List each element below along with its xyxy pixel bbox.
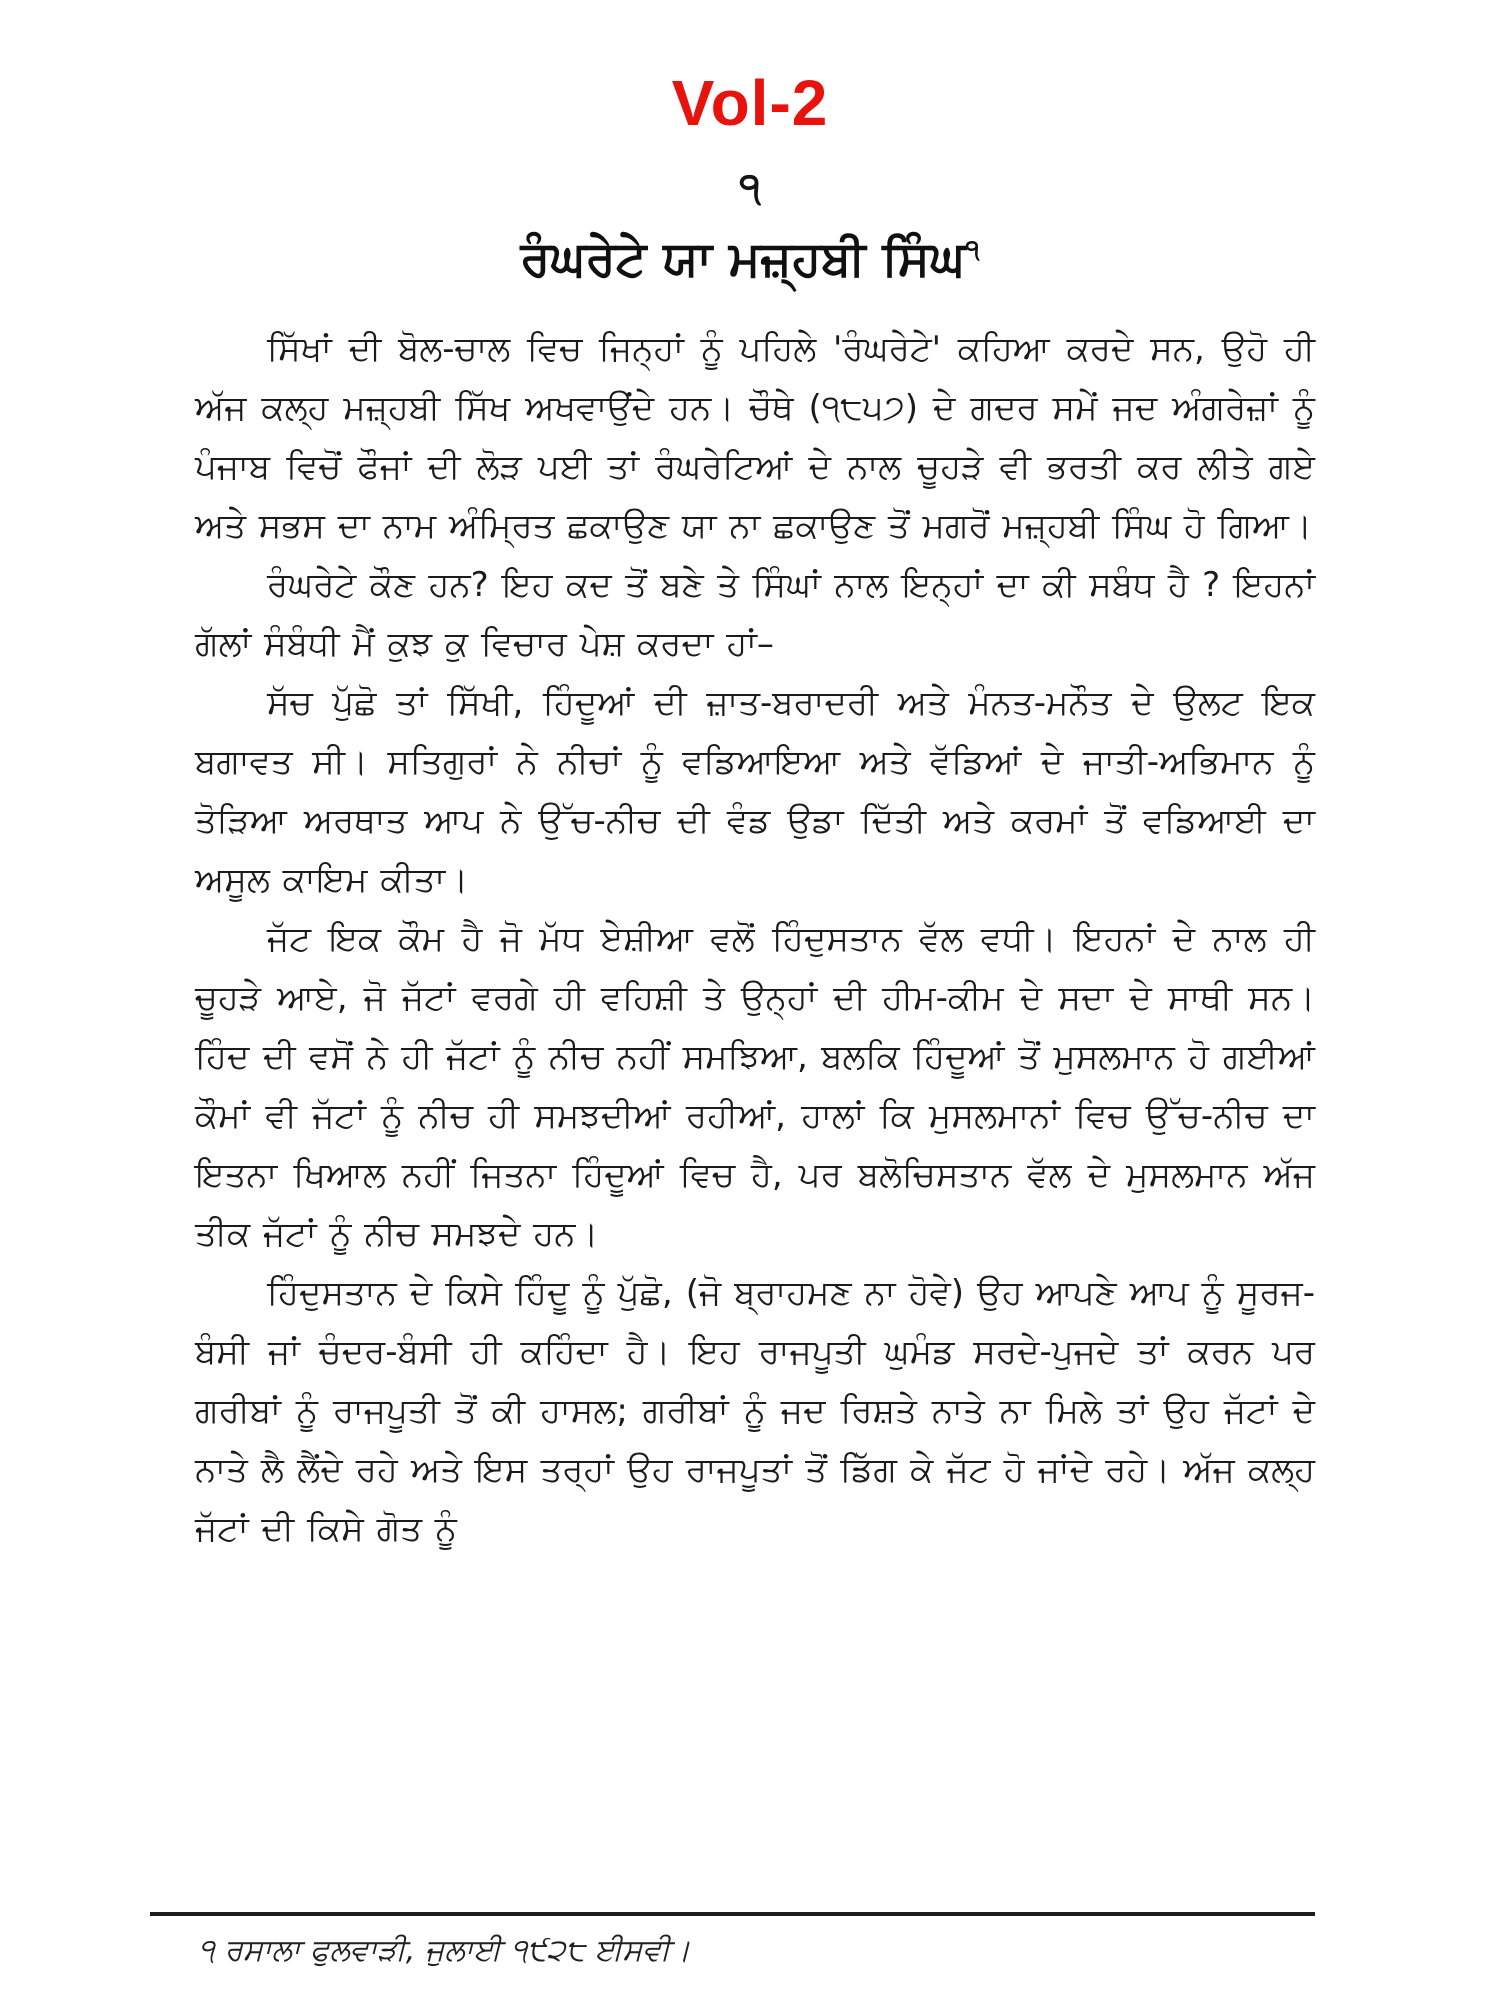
footnote — [150, 1930, 1315, 1972]
chapter-heading — [0, 232, 1500, 287]
paragraph: ਹਿੰਦੁਸਤਾਨ ਦੇ ਕਿਸੇ ਹਿੰਦੂ ਨੂੰ ਪੁੱਛੋ, (ਜੋ ਬ੍ਰਾਹਮਣ ਨਾ ਹੋਵੇ) ਉਹ ਆਪਣੇ ਆਪ ਨੂੰ ਸੂਰਜ-ਬੰਸੀ ਜਾਂ ਚੰਦਰ-ਬੰਸੀ ਹੀ ਕਹਿੰਦਾ ਹੈ। ਇਹ ਰਾਜਪੂਤੀ ਘੁਮੰਡ ਸਰਦੇ-ਪੁਜਦੇ ਤਾਂ ਕਰਨ ਪਰ ਗਰੀਬਾਂ ਨੂੰ ਰਾਜਪੂਤੀ ਤੋਂ ਕੀ ਹਾਸਲ; ਗਰੀਬਾਂ ਨੂੰ ਜਦ ਰਿਸ਼ਤੇ ਨਾਤੇ ਨਾ ਮਿਲੇ ਤਾਂ ਉਹ ਜੱਟਾਂ ਦੇ ਨਾਤੇ ਲੈ ਲੈਂਦੇ ਰਹੇ ਅਤੇ ਇਸ ਤਰ੍ਹਾਂ ਉਹ ਰਾਜਪੂਤਾਂ ਤੋਂ ਡਿੱਗ ਕੇ ਜੱਟ ਹੋ ਜਾਂਦੇ ਰਹੇ। ਅੱਜ ਕਲ੍ਹ ਜੱਟਾਂ ਦੀ ਕਿਸੇ ਗੋਤ ਨੂੰ — [195, 1272, 1315, 1549]
footnote-block — [150, 1912, 1315, 1972]
volume-label: Vol-2 — [671, 67, 829, 139]
footnote-text: ਰਸਾਲਾ ਫੁਲਵਾੜੀ, ਜੁਲਾਈ ੧੯੨੮ ਈਸਵੀ। — [224, 1933, 691, 1968]
chapter-heading-text: ਰੰਘਰੇਟੇ ਯਾ ਮਜ਼੍ਹਬੀ ਸਿੰਘ — [520, 231, 966, 288]
paragraph: ਰੰਘਰੇਟੇ ਕੌਣ ਹਨ? ਇਹ ਕਦ ਤੋਂ ਬਣੇ ਤੇ ਸਿੰਘਾਂ ਨਾਲ ਇਨ੍ਹਾਂ ਦਾ ਕੀ ਸਬੰਧ ਹੈ ? ਇਹਨਾਂ ਗੱਲਾਂ ਸੰਬੰਧੀ ਮੈਂ ਕੁਝ ਕੁ ਵਿਚਾਰ ਪੇਸ਼ ਕਰਦਾ ਹਾਂ– — [195, 564, 1315, 664]
footnote-divider — [150, 1912, 1315, 1916]
chapter-number: ੧ — [739, 165, 761, 212]
paragraph: ਸਿੱਖਾਂ ਦੀ ਬੋਲ-ਚਾਲ ਵਿਚ ਜਿਨ੍ਹਾਂ ਨੂੰ ਪਹਿਲੇ 'ਰੰਘਰੇਟੇ' ਕਹਿਆ ਕਰਦੇ ਸਨ, ਉਹੋ ਹੀ ਅੱਜ ਕਲ੍ਹ ਮਜ਼੍ਹਬੀ ਸਿੱਖ ਅਖਵਾਉਂਦੇ ਹਨ। ਚੌਥੇ (੧੮੫੭) ਦੇ ਗਦਰ ਸਮੇਂ ਜਦ ਅੰਗਰੇਜ਼ਾਂ ਨੂੰ ਪੰਜਾਬ ਵਿਚੋਂ ਫੌਜਾਂ ਦੀ ਲੋੜ ਪਈ ਤਾਂ ਰੰਘਰੇਟਿਆਂ ਦੇ ਨਾਲ ਚੂਹੜੇ ਵੀ ਭਰਤੀ ਕਰ ਲੀਤੇ ਗਏ ਅਤੇ ਸਭਸ ਦਾ ਨਾਮ ਅੰਮ੍ਰਿਤ ਛਕਾਉਣ ਯਾ ਨਾ ਛਕਾਉਣ ਤੋਂ ਮਗਰੋਂ ਮਜ਼੍ਹਬੀ ਸਿੰਘ ਹੋ ਗਿਆ। — [195, 328, 1315, 546]
paragraph: ਜੱਟ ਇਕ ਕੌਮ ਹੈ ਜੋ ਮੱਧ ਏਸ਼ੀਆ ਵਲੋਂ ਹਿੰਦੁਸਤਾਨ ਵੱਲ ਵਧੀ। ਇਹਨਾਂ ਦੇ ਨਾਲ ਹੀ ਚੂਹੜੇ ਆਏ, ਜੋ ਜੱਟਾਂ ਵਰਗੇ ਹੀ ਵਹਿਸ਼ੀ ਤੇ ਉਨ੍ਹਾਂ ਦੀ ਹੀਮ-ਕੀਮ ਦੇ ਸਦਾ ਦੇ ਸਾਥੀ ਸਨ। ਹਿੰਦ ਦੀ ਵਸੋਂ ਨੇ ਹੀ ਜੱਟਾਂ ਨੂੰ ਨੀਚ ਨਹੀਂ ਸਮਝਿਆ, ਬਲਕਿ ਹਿੰਦੂਆਂ ਤੋਂ ਮੁਸਲਮਾਨ ਹੋ ਗਈਆਂ ਕੌਮਾਂ ਵੀ ਜੱਟਾਂ ਨੂੰ ਨੀਚ ਹੀ ਸਮਝਦੀਆਂ ਰਹੀਆਂ, ਹਾਲਾਂ ਕਿ ਮੁਸਲਮਾਨਾਂ ਵਿਚ ਉੱਚ-ਨੀਚ ਦਾ ਇਤਨਾ ਖਿਆਲ ਨਹੀਂ ਜਿਤਨਾ ਹਿੰਦੂਆਂ ਵਿਚ ਹੈ, ਪਰ ਬਲੋਚਿਸਤਾਨ ਵੱਲ ਦੇ ਮੁਸਲਮਾਨ ਅੱਜ ਤੀਕ ਜੱਟਾਂ ਨੂੰ ਨੀਚ ਸਮਝਦੇ ਹਨ। — [195, 918, 1315, 1254]
heading-footnote-marker: ੧ — [965, 235, 980, 266]
footnote-marker: ੧ — [198, 1933, 215, 1968]
paragraph: ਸੱਚ ਪੁੱਛੋ ਤਾਂ ਸਿੱਖੀ, ਹਿੰਦੂਆਂ ਦੀ ਜ਼ਾਤ-ਬਰਾਦਰੀ ਅਤੇ ਮੰਨਤ-ਮਨੌਤ ਦੇ ਉਲਟ ਇਕ ਬਗਾਵਤ ਸੀ। ਸਤਿਗੁਰਾਂ ਨੇ ਨੀਚਾਂ ਨੂੰ ਵਡਿਆਇਆ ਅਤੇ ਵੱਡਿਆਂ ਦੇ ਜਾਤੀ-ਅਭਿਮਾਨ ਨੂੰ ਤੋੜਿਆ ਅਰਥਾਤ ਆਪ ਨੇ ਉੱਚ-ਨੀਚ ਦੀ ਵੰਡ ਉਡਾ ਦਿੱਤੀ ਅਤੇ ਕਰਮਾਂ ਤੋਂ ਵਡਿਆਈ ਦਾ ਅਸੂਲ ਕਾਇਮ ਕੀਤਾ। — [195, 682, 1315, 900]
body-text — [195, 320, 1315, 1559]
